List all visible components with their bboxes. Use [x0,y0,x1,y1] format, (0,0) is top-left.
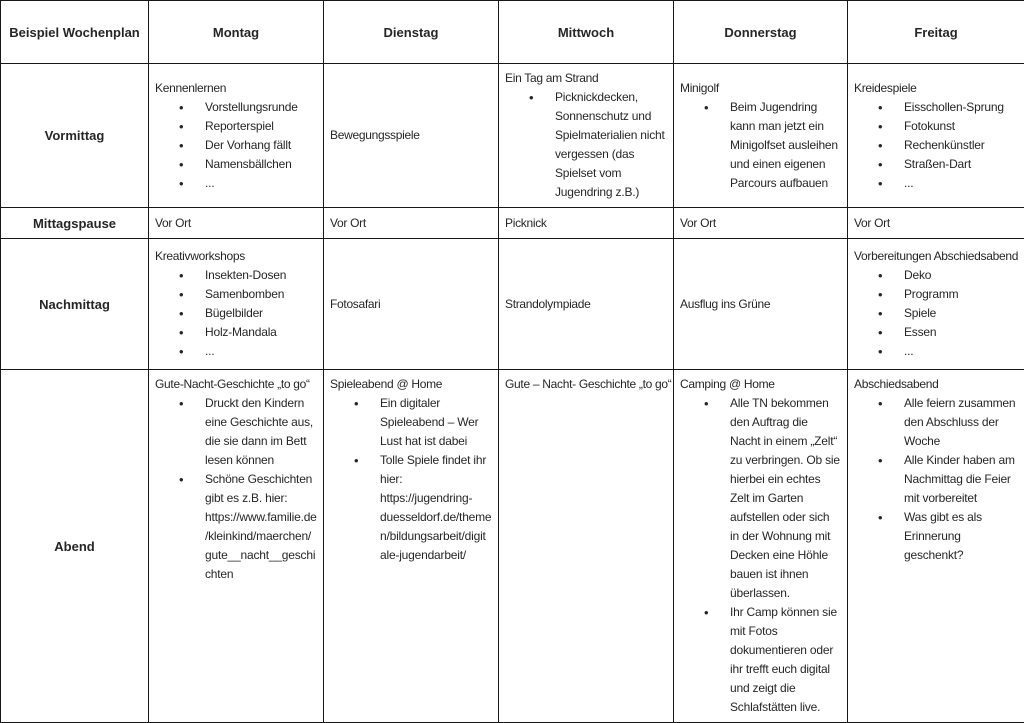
bullet-icon: • [878,174,904,193]
bullet-icon: • [179,155,205,174]
cell-mittagspause-dienstag [324,208,499,239]
cell-title: Bewegungsspiele [330,126,492,145]
bullet-text: Alle TN bekommen den Auftrag die Nacht in einem „Zelt“ zu verbringen. Ob sie hierbei ein echtes Zelt im Garten aufstellen oder sich in der Wohnung mit Decken eine Höhle bauen ist ihnen überlassen. [730,394,841,603]
cell-title: Gute – Nacht- Geschichte „to go“ [505,375,667,394]
bullet-list [155,98,317,193]
bullet-item [155,323,317,342]
cell-nachmittag-dienstag [324,239,499,370]
cell-vormittag-montag [149,64,324,208]
bullet-icon: • [354,451,380,470]
bullet-text: Der Vorhang fällt [205,136,317,155]
bullet-text: Reporterspiel [205,117,317,136]
bullet-item [155,285,317,304]
bullet-text: Ein digitaler Spieleabend – Wer Lust hat ist dabei [380,394,492,451]
cell-title: Minigolf [680,79,841,98]
bullet-item [854,304,1018,323]
bullet-icon: • [179,342,205,361]
cell-title: Fotosafari [330,295,492,314]
bullet-text: Bügelbilder [205,304,317,323]
bullet-text: Essen [904,323,1018,342]
cell-title: Vor Ort [680,214,841,233]
cell-mittagspause-freitag [848,208,1024,239]
bullet-text: Vorstellungsrunde [205,98,317,117]
cell-title: Kreativworkshops [155,247,317,266]
bullet-item [854,117,1018,136]
bullet-icon: • [179,136,205,155]
bullet-text: ... [205,174,317,193]
cell-title: Strandolympiade [505,295,667,314]
bullet-item [505,88,667,202]
bullet-item [155,174,317,193]
cell-nachmittag-mittwoch [499,239,674,370]
cell-mittagspause-donnerstag [674,208,848,239]
cell-title: Kennenlernen [155,79,317,98]
bullet-item [330,451,492,565]
cell-title: Picknick [505,214,667,233]
cell-title: Vor Ort [155,214,317,233]
bullet-text: ... [904,342,1018,361]
cell-title: Vorbereitungen Abschiedsabend [854,247,1018,266]
bullet-text: Straßen-Dart [904,155,1018,174]
bullet-text: Rechenkünstler [904,136,1018,155]
bullet-item [854,285,1018,304]
cell-abend-donnerstag [674,370,848,723]
bullet-item [680,603,841,717]
bullet-item [854,342,1018,361]
bullet-icon: • [179,266,205,285]
bullet-text: ... [205,342,317,361]
cell-abend-montag [149,370,324,723]
bullet-text: Alle feiern zusammen den Abschluss der Woche [904,394,1018,451]
bullet-list [330,394,492,565]
cell-title: Camping @ Home [680,375,841,394]
bullet-icon: • [704,98,730,117]
bullet-item [155,266,317,285]
bullet-icon: • [878,323,904,342]
row-label-abend: Abend [1,370,149,723]
bullet-item [155,98,317,117]
bullet-icon: • [179,470,205,489]
bullet-icon: • [878,304,904,323]
bullet-item [155,136,317,155]
bullet-text: Eisschollen-Sprung [904,98,1018,117]
bullet-icon: • [878,136,904,155]
bullet-icon: • [878,98,904,117]
cell-mittagspause-montag [149,208,324,239]
bullet-item [155,304,317,323]
bullet-icon: • [179,174,205,193]
cell-title: Kreidespiele [854,79,1018,98]
cell-abend-freitag [848,370,1024,723]
bullet-item [330,394,492,451]
bullet-list [854,266,1018,361]
bullet-text: Was gibt es als Erinnerung geschenkt? [904,508,1018,565]
bullet-list [155,394,317,584]
cell-nachmittag-montag [149,239,324,370]
bullet-item [854,451,1018,508]
header-row [1,1,1024,64]
bullet-item [155,155,317,174]
cell-title: Vor Ort [330,214,492,233]
col-header-donnerstag: Donnerstag [674,1,848,64]
bullet-text: Deko [904,266,1018,285]
bullet-icon: • [529,88,555,107]
cell-vormittag-mittwoch [499,64,674,208]
bullet-item [854,155,1018,174]
bullet-icon: • [179,285,205,304]
bullet-icon: • [878,342,904,361]
row-label-mittagspause: Mittagspause [1,208,149,239]
bullet-text: Spiele [904,304,1018,323]
bullet-icon: • [878,117,904,136]
cell-abend-mittwoch [499,370,674,723]
bullet-text: Fotokunst [904,117,1018,136]
bullet-item [155,394,317,470]
bullet-icon: • [878,394,904,413]
cell-title: Abschiedsabend [854,375,1018,394]
bullet-text: Programm [904,285,1018,304]
col-header-freitag: Freitag [848,1,1024,64]
bullet-icon: • [179,323,205,342]
bullet-text: Samenbomben [205,285,317,304]
bullet-icon: • [179,117,205,136]
col-header-dienstag: Dienstag [324,1,499,64]
row-nachmittag [1,239,1024,370]
bullet-item [854,266,1018,285]
row-label-nachmittag: Nachmittag [1,239,149,370]
bullet-item [155,117,317,136]
bullet-item [854,98,1018,117]
table-title: Beispiel Wochenplan [1,1,149,64]
cell-nachmittag-freitag [848,239,1024,370]
bullet-icon: • [878,451,904,470]
bullet-text: ... [904,174,1018,193]
cell-vormittag-freitag [848,64,1024,208]
cell-nachmittag-donnerstag [674,239,848,370]
bullet-item [680,394,841,603]
bullet-text: Schöne Geschichten gibt es z.B. hier: https://www.familie.de /kleinkind/maerchen/gute__nacht__geschichten [205,470,317,584]
bullet-text: Druckt den Kindern eine Geschichte aus, die sie dann im Bett lesen können [205,394,317,470]
bullet-item [854,136,1018,155]
bullet-item [155,470,317,584]
bullet-list [505,88,667,202]
bullet-icon: • [179,304,205,323]
row-mittagspause [1,208,1024,239]
bullet-icon: • [179,98,205,117]
bullet-text: Alle Kinder haben am Nachmittag die Feier mit vorbereitet [904,451,1018,508]
bullet-icon: • [179,394,205,413]
row-label-vormittag: Vormittag [1,64,149,208]
cell-vormittag-dienstag [324,64,499,208]
bullet-item [155,342,317,361]
bullet-item [680,98,841,193]
bullet-item [854,394,1018,451]
col-header-mittwoch: Mittwoch [499,1,674,64]
bullet-item [854,323,1018,342]
bullet-item [854,508,1018,565]
bullet-list [155,266,317,361]
cell-title: Ein Tag am Strand [505,69,667,88]
cell-title: Spieleabend @ Home [330,375,492,394]
bullet-text: Ihr Camp können sie mit Fotos dokumentieren oder ihr trefft euch digital und zeigt die Schlafstätten live. [730,603,841,717]
bullet-text: Tolle Spiele findet ihr hier: https://jugendring-duesseldorf.de/themen/bildungsarbeit/digitale-jugendarbeit/ [380,451,492,565]
bullet-list [680,98,841,193]
bullet-list [680,394,841,717]
bullet-icon: • [704,394,730,413]
bullet-text: Picknickdecken, Sonnenschutz und Spielmaterialien nicht vergessen (das Spielset vom Jugendring z.B.) [555,88,667,202]
cell-vormittag-donnerstag [674,64,848,208]
bullet-list [854,98,1018,193]
bullet-icon: • [878,266,904,285]
bullet-item [854,174,1018,193]
cell-title: Gute-Nacht-Geschichte „to go“ [155,375,317,394]
bullet-icon: • [878,285,904,304]
cell-abend-dienstag [324,370,499,723]
row-vormittag [1,64,1024,208]
cell-mittagspause-mittwoch [499,208,674,239]
bullet-icon: • [354,394,380,413]
cell-title: Ausflug ins Grüne [680,295,841,314]
col-header-montag: Montag [149,1,324,64]
bullet-text: Beim Jugendring kann man jetzt ein Minigolfset ausleihen und einen eigenen Parcours aufbauen [730,98,841,193]
row-abend [1,370,1024,723]
bullet-icon: • [878,508,904,527]
bullet-text: Holz-Mandala [205,323,317,342]
bullet-list [854,394,1018,565]
bullet-text: Namensbällchen [205,155,317,174]
bullet-text: Insekten-Dosen [205,266,317,285]
bullet-icon: • [704,603,730,622]
bullet-icon: • [878,155,904,174]
cell-title: Vor Ort [854,214,1018,233]
